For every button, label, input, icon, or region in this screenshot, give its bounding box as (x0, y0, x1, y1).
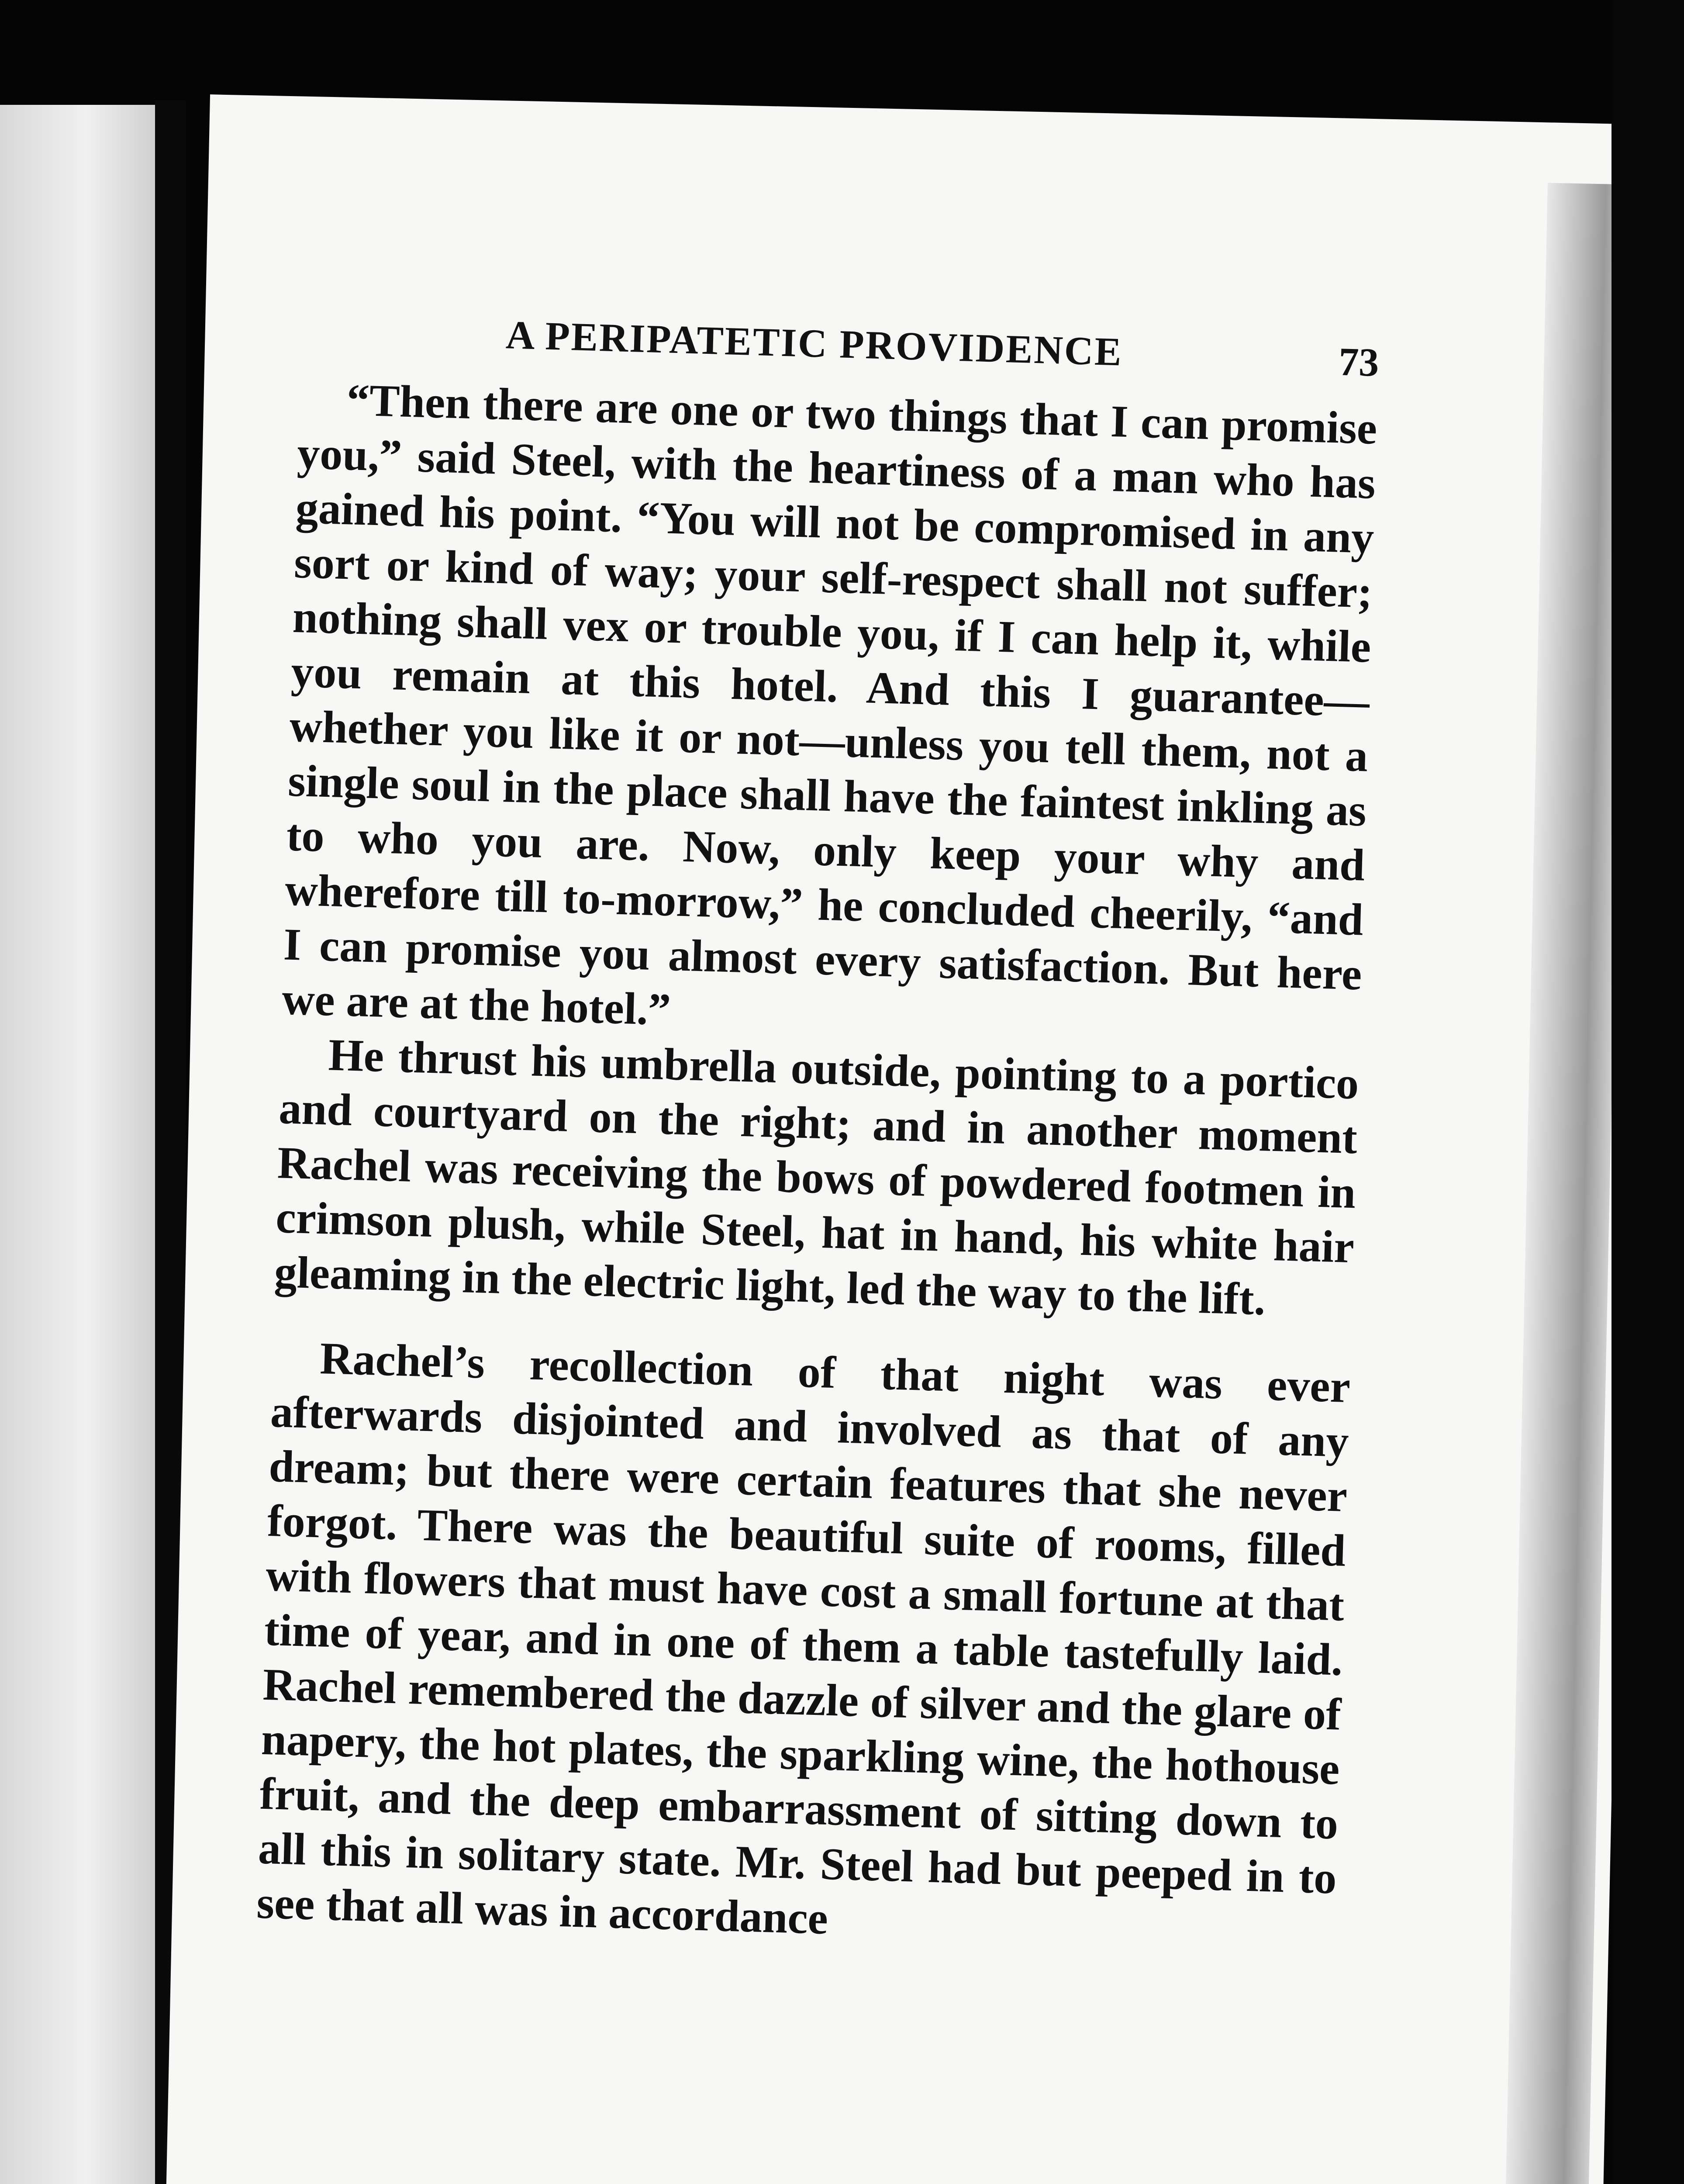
running-head-title: A PERIPATETIC PROVIDENCE (505, 312, 1124, 374)
page-number: 73 (1338, 339, 1380, 385)
scan-background-right (1612, 0, 1684, 2184)
paragraph-2: He thrust his umbrella outside, pointing to a portico and courtyard on the right; and in another moment Rachel was receiving the bows of powdered footmen in crimson plush, while Steel, hat in hand, his white hair gleaming in the electric light, led the way to the lift. (273, 1030, 1360, 1325)
paragraph-3: Rachel’s recollection of that night was ever afterwards disjointed and involved as that of any dream; but there were certain features that she never forgot. There was the beautiful suite of rooms, filled with flowers that must have cost a small fortune at that time of year, and in one of them a table tastefully laid. Rachel remembered the dazzle of silver and the glare of napery, the hot plates, the sparkling wine, the hothouse fruit, and the deep embarrassment of sitting down to all this in solitary state. Mr. Steel had but peeped in to see that all was in accordance (256, 1333, 1351, 1944)
paragraph-1: “Then there are one or two things that I can promise you,” said Steel, with the heartiness of a man who has gained his point. “You will not be compromised in any sort or kind of way; your self-respect shall not suffer; nothing shall vex or trouble you, if I can help it, while you remain at this hotel. And this I guarantee—whether you like it or not—unless you tell them, not a single soul in the place shall have the faintest inkling as to who you are. Now, only keep your why and wherefore till to-morrow,” he concluded cheerily, “and I can promise you almost every satisfaction. But here we are at the hotel.” (281, 375, 1378, 1035)
left-page-edge (0, 105, 155, 2184)
page-text-block (256, 306, 1380, 1960)
